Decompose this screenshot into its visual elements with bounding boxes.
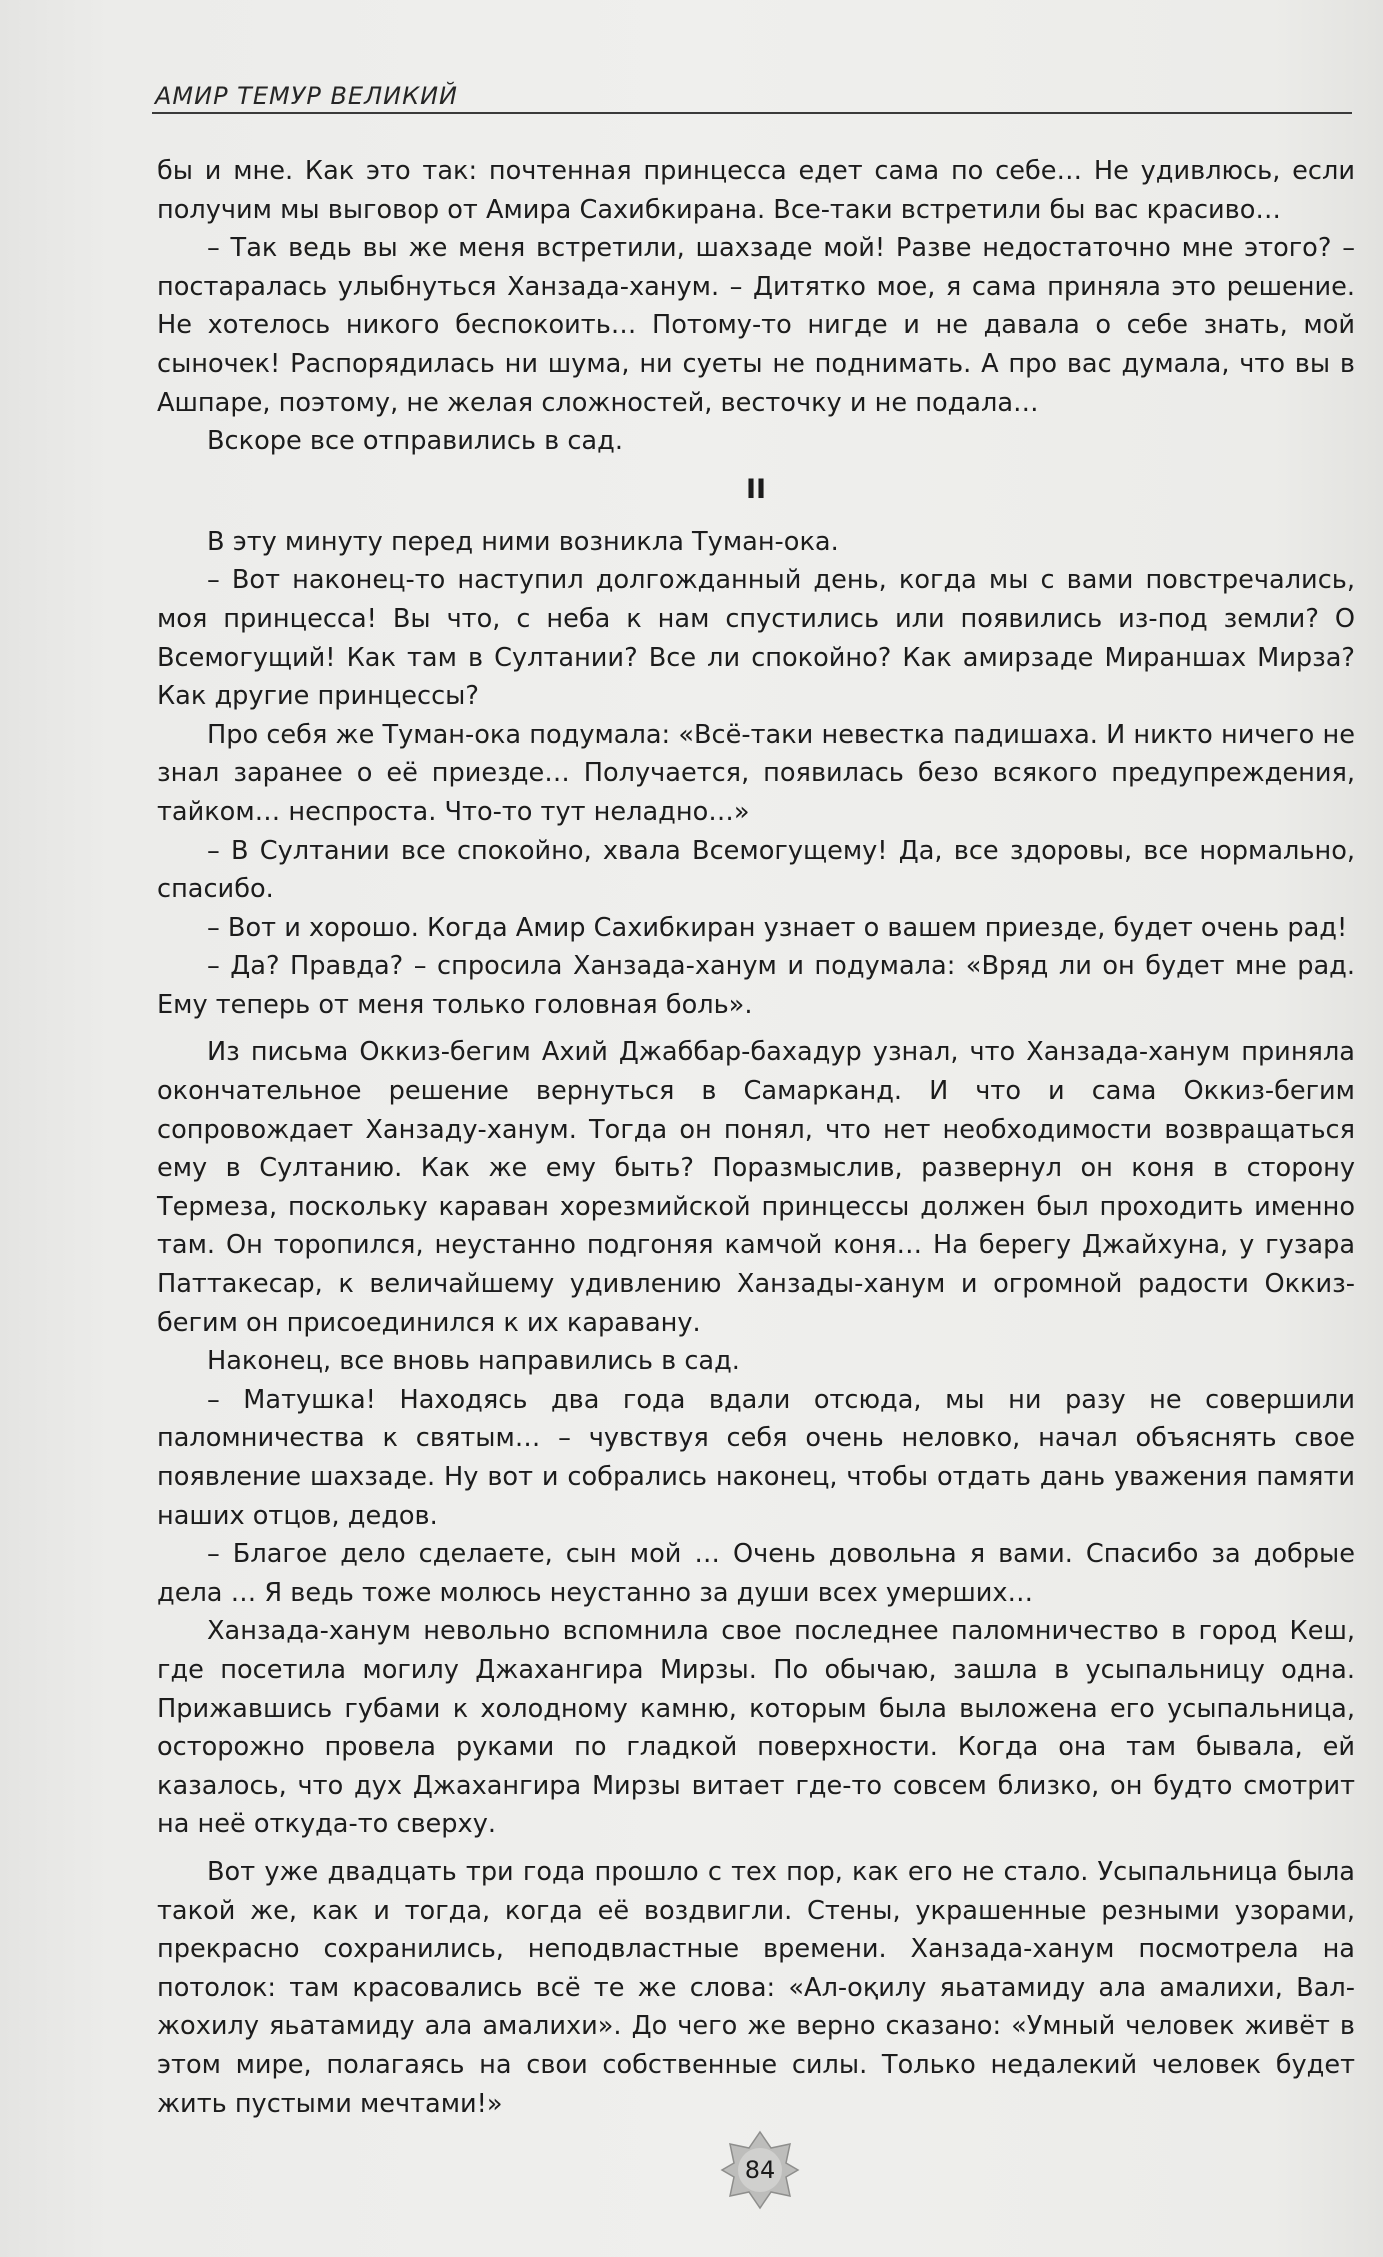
paragraph: Про себя же Туман-ока подумала: «Всё-таки невестка падишаха. И никто ничего не знал заранее о её приезде… Получается, появилась безо всякого предупреждения, тайком… неспроста. Что-то тут неладно…»: [157, 719, 1355, 827]
page-number: 84: [744, 2156, 776, 2184]
paragraph: – Вот и хорошо. Когда Амир Сахибкиран узнает о вашем приезде, будет очень рад!: [207, 912, 1348, 943]
section-heading: II: [745, 473, 767, 505]
paragraph: Ханзада-ханум невольно вспомнила свое последнее паломничество в город Кеш, где посетила могилу Джахангира Мирзы. По обычаю, зашла в усыпальницу одна. Прижавшись губами к холодному камню, которым была выложена его усыпальница, осторожно провела руками по гладкой поверхности. Когда она там бывала, ей казалось, что дух Джахангира Мирзы витает где-то совсем близко, он будто смотрит на неё откуда-то сверху.: [157, 1616, 1355, 1840]
paragraph: В эту минуту перед ними возникла Туман-ока.: [207, 526, 839, 557]
paragraph: Наконец, все вновь направились в сад.: [207, 1346, 740, 1377]
paragraph: – Вот наконец-то наступил долгожданный день, когда мы с вами повстречались, моя принцесса! Вы что, с неба к нам спустились или появились из-под земли? О Всемогущий! Как там в Султании? Все ли спокойно? Как амирзаде Мираншах Мирза? Как другие принцессы?: [157, 565, 1355, 712]
paragraph: – Да? Правда? – спросила Ханзада-ханум и подумала: «Вряд ли он будет мне рад. Ему теперь от меня только головная боль».: [157, 951, 1355, 1020]
paragraph: – Благое дело сделаете, сын мой … Очень довольна я вами. Спасибо за добрые дела … Я ведь тоже молюсь неустанно за души всех умерших…: [157, 1539, 1355, 1608]
running-head: АМИР ТЕМУР ВЕЛИКИЙ: [155, 82, 459, 110]
paragraph: Вскоре все отправились в сад.: [207, 426, 623, 457]
page-number-badge: [720, 2130, 800, 2210]
paragraph: Из письма Оккиз-бегим Ахий Джаббар-бахадур узнал, что Ханзада-ханум приняла окончательное решение вернуться в Самарканд. И что и сама Оккиз-бегим сопровождает Ханзаду-ханум. Тогда он понял, что нет необходимости возвращаться ему в Султанию. Как же ему быть? Поразмыслив, развернул он коня в сторону Термеза, поскольку караван хорезмийской принцессы должен был проходить именно там. Он торопился, неустанно подгоняя камчой коня… На берегу Джайхуна, у гузара Паттакесар, к величайшему удивлению Ханзады-ханум и огромной радости Оккиз-бегим он присоединился к их каравану.: [157, 1037, 1355, 1338]
paragraph: бы и мне. Как это так: почтенная принцесса едет сама по себе… Не удивлюсь, если получим мы выговор от Амира Сахибкирана. Все-таки встретили бы вас красиво…: [157, 156, 1355, 225]
paragraph: – В Султании все спокойно, хвала Всемогущему! Да, все здоровы, все нормально, спасибо.: [157, 835, 1355, 905]
paragraph: – Матушка! Находясь два года вдали отсюда, мы ни разу не совершили паломничества к святым… – чувствуя себя очень неловко, начал объяснять свое появление шахзаде. Ну вот и собрались наконец, чтобы отдать дань уважения памяти наших отцов, дедов.: [157, 1384, 1355, 1531]
body-text: [157, 152, 1355, 2123]
header-rule: [152, 112, 1352, 114]
paragraph: Вот уже двадцать три года прошло с тех пор, как его не стало. Усыпальница была такой же, как и тогда, когда её воздвигли. Стены, украшенные резными узорами, прекрасно сохранились, неподвластные времени. Ханзада-ханум посмотрела на потолок: там красовались всё те же слова: «Ал-оқилу яьатамиду ала амалихи, Вал-жохилу яьатамиду ала амалихи». До чего же верно сказано: «Умный человек живёт в этом мире, полагаясь на свои собственные силы. Только недалекий человек будет жить пустыми мечтами!»: [157, 1856, 1355, 2119]
paragraph: – Так ведь вы же меня встретили, шахзаде мой! Разве недостаточно мне этого? – постаралась улыбнуться Ханзада-ханум. – Дитятко мое, я сама приняла это решение. Не хотелось никого беспокоить… Потому-то нигде и не давала о себе знать, мой сыночек! Распорядилась ни шума, ни суеты не поднимать. А про вас думала, что вы в Ашпаре, поэтому, не желая сложностей, весточку и не подала…: [157, 233, 1355, 418]
